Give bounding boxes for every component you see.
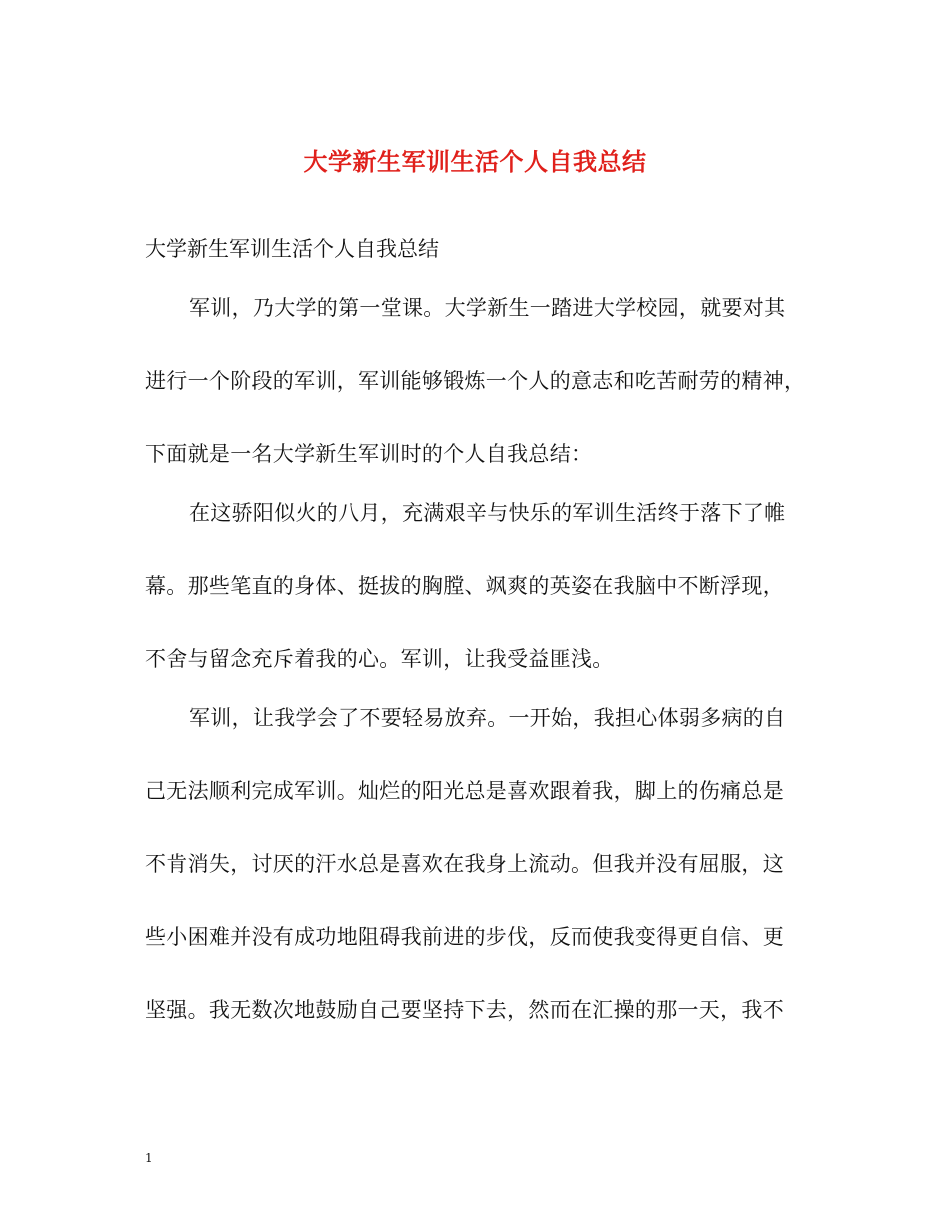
paragraph-1-line-1: 军训，乃大学的第一堂课。大学新生一踏进大学校园，就要对其 — [189, 296, 786, 320]
paragraph-3-line-4: 些小困难并没有成功地阻碍我前进的步伐，反而使我变得更自信、更 — [145, 925, 784, 949]
paragraph-2-line-2: 幕。那些笔直的身体、挺拔的胸膛、飒爽的英姿在我脑中不断浮现， — [145, 574, 784, 598]
page-number: 1 — [145, 1151, 153, 1165]
paragraph-3-line-5: 坚强。我无数次地鼓励自己要坚持下去，然而在汇操的那一天，我不 — [145, 998, 784, 1022]
paragraph-1-line-3: 下面就是一名大学新生军训时的个人自我总结： — [145, 442, 593, 466]
paragraph-3-line-3: 不肯消失，讨厌的汗水总是喜欢在我身上流动。但我并没有屈服，这 — [145, 852, 784, 876]
paragraph-1-line-2: 进行一个阶段的军训，军训能够锻炼一个人的意志和吃苦耐劳的精神， — [145, 369, 806, 393]
document-title: 大学新生军训生活个人自我总结 — [303, 147, 647, 176]
paragraph-2-line-3: 不舍与留念充斥着我的心。军训，让我受益匪浅。 — [145, 647, 614, 671]
paragraph-3-line-2: 己无法顺利完成军训。灿烂的阳光总是喜欢跟着我，脚上的伤痛总是 — [145, 779, 784, 803]
paragraph-3-line-1: 军训，让我学会了不要轻易放弃。一开始，我担心体弱多病的自 — [189, 706, 786, 730]
document-subtitle: 大学新生军训生活个人自我总结 — [145, 237, 439, 261]
paragraph-2-line-1: 在这骄阳似火的八月，充满艰辛与快乐的军训生活终于落下了帷 — [189, 501, 786, 525]
